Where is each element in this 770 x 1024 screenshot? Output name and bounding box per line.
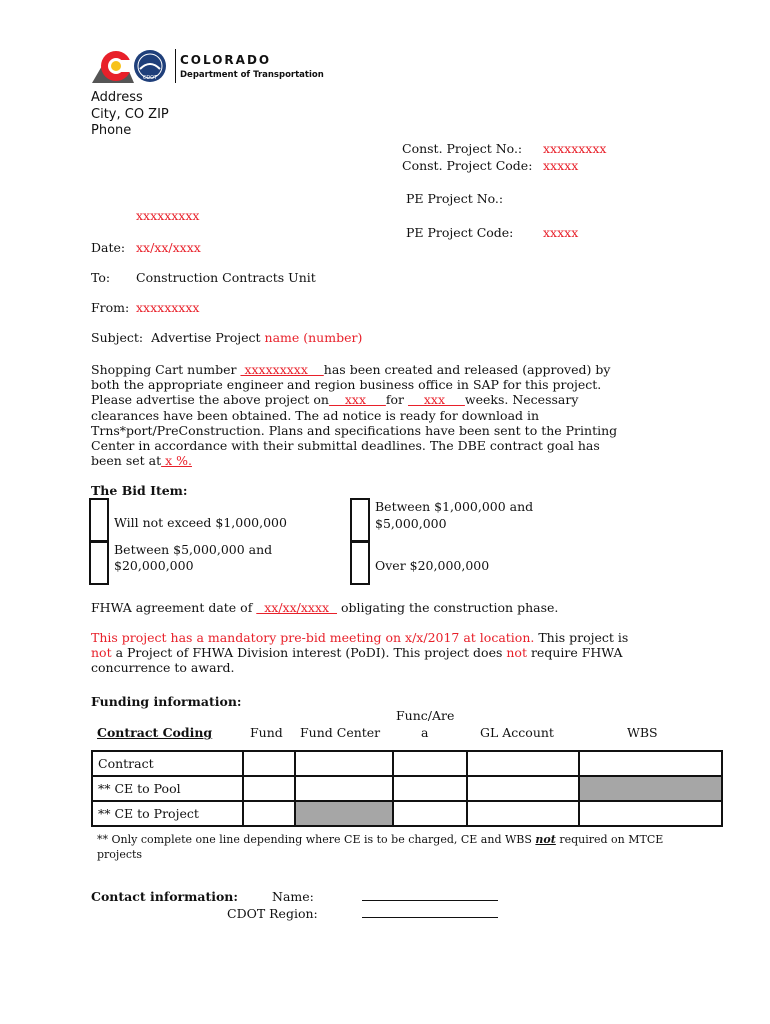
col-fund: Fund	[250, 725, 283, 740]
logo-divider	[175, 49, 176, 83]
bid-option-3b: $20,000,000	[114, 558, 194, 573]
dbe-goal: x %.	[161, 453, 192, 469]
const-project-no-label: Const. Project No.:	[402, 141, 523, 156]
date-value: xx/xx/xxxx	[136, 240, 201, 255]
const-project-code-label: Const. Project Code:	[402, 158, 533, 173]
funding-note: ** Only complete one line depending where CE is to be charged, CE and WBS not required on MTCE projects	[97, 833, 664, 861]
checkbox-not-exceed-1m[interactable]	[89, 498, 109, 542]
row-label-contract: Contract	[92, 751, 243, 776]
cell-func-area[interactable]	[393, 801, 467, 826]
cdot-logo	[92, 47, 322, 87]
colorado-flag-icon	[92, 47, 172, 85]
funding-title: Funding information:	[91, 694, 242, 709]
contact-region-label: CDOT Region:	[227, 906, 318, 921]
subject-value: name (number)	[264, 330, 363, 345]
pe-project-code-value: xxxxx	[543, 225, 579, 240]
table-row	[92, 751, 722, 776]
from-label: From:	[91, 300, 130, 315]
pe-project-no-value: xxxxxxxxx	[136, 208, 200, 223]
col-wbs: WBS	[627, 725, 658, 740]
contact-name-field[interactable]	[362, 900, 498, 901]
pe-project-code-label: PE Project Code:	[406, 225, 514, 240]
cell-fund[interactable]	[243, 776, 295, 801]
from-value: xxxxxxxxx	[136, 300, 200, 315]
to-label: To:	[91, 270, 111, 285]
prebid-paragraph: This project has a mandatory pre-bid meeting on x/x/2017 at location. This project is not a Project of FHWA Division interest (PoDI). This project does not require FHWA concurrence to award.	[91, 630, 629, 676]
svg-text:CDOT: CDOT	[142, 75, 158, 81]
to-value: Construction Contracts Unit	[136, 270, 316, 285]
bid-option-1: Will not exceed $1,000,000	[114, 515, 287, 530]
bid-option-2b: $5,000,000	[375, 516, 447, 531]
cell-wbs[interactable]	[579, 751, 722, 776]
cell-wbs[interactable]	[579, 801, 722, 826]
weeks-a: xxx	[328, 392, 386, 408]
subject-text: Advertise Project	[151, 330, 265, 345]
contact-name-label: Name:	[272, 889, 314, 904]
cart-number: xxxxxxxxx	[240, 362, 324, 377]
header-phone: Phone	[91, 123, 132, 138]
const-project-code-value: xxxxx	[543, 158, 579, 173]
bid-option-4: Over $20,000,000	[375, 558, 490, 573]
contact-region-field[interactable]	[362, 917, 498, 918]
col-func-area-2: a	[421, 725, 429, 740]
col-fund-center: Fund Center	[300, 725, 381, 740]
cell-fund[interactable]	[243, 801, 295, 826]
table-row	[92, 801, 722, 826]
row-label-ce-pool: ** CE to Pool	[92, 776, 243, 801]
cell-func-area[interactable]	[393, 751, 467, 776]
cell-gl-account[interactable]	[467, 751, 579, 776]
date-label: Date:	[91, 240, 126, 255]
bid-option-2a: Between $1,000,000 and	[375, 499, 534, 514]
cell-gl-account[interactable]	[467, 801, 579, 826]
fhwa-date: xx/xx/xxxx	[256, 600, 338, 615]
cell-func-area[interactable]	[393, 776, 467, 801]
logo-department: Department of Transportation	[180, 70, 324, 80]
cell-gl-account[interactable]	[467, 776, 579, 801]
cell-fund[interactable]	[243, 751, 295, 776]
fhwa-line: FHWA agreement date of xx/xx/xxxx obligating the construction phase.	[91, 600, 559, 615]
const-project-no-value: xxxxxxxxx	[543, 141, 607, 156]
row-label-ce-project: ** CE to Project	[92, 801, 243, 826]
col-gl-account: GL Account	[480, 725, 554, 740]
table-row	[92, 776, 722, 801]
header-address: Address	[91, 90, 143, 105]
subject-label: Subject:	[91, 330, 144, 345]
bid-option-3a: Between $5,000,000 and	[114, 542, 273, 557]
checkbox-5m-20m[interactable]	[89, 541, 109, 585]
checkbox-1m-5m[interactable]	[350, 498, 370, 542]
weeks-b: xxx	[407, 392, 465, 408]
pe-project-no-label: PE Project No.:	[406, 191, 504, 206]
contact-title: Contact information:	[91, 889, 239, 904]
cell-fund-center-disabled	[295, 801, 393, 826]
subject-line	[91, 330, 362, 345]
cell-wbs-disabled	[579, 776, 722, 801]
cell-fund-center[interactable]	[295, 776, 393, 801]
col-contract-coding: Contract Coding	[97, 725, 213, 740]
body-paragraph: Shopping Cart number xxxxxxxxx has been created and released (approved) by both the appropriate engineer and region business office in SAP for this project. Please advertise the above project on xxx for xxx weeks. Necessary clearances have been obtained. The ad notice is ready for download in Trns*port/PreConstruction. Plans and specifications have been sent to the Printing Center in accordance with their submittal deadlines. The DBE contract goal has been set at x %.	[91, 362, 618, 469]
logo-state: COLORADO	[180, 53, 272, 67]
col-func-area-1: Func/Are	[396, 708, 455, 723]
checkbox-over-20m[interactable]	[350, 541, 370, 585]
header-city: City, CO ZIP	[91, 107, 169, 122]
cell-fund-center[interactable]	[295, 751, 393, 776]
bid-item-title: The Bid Item:	[91, 483, 188, 498]
funding-table	[91, 750, 723, 827]
